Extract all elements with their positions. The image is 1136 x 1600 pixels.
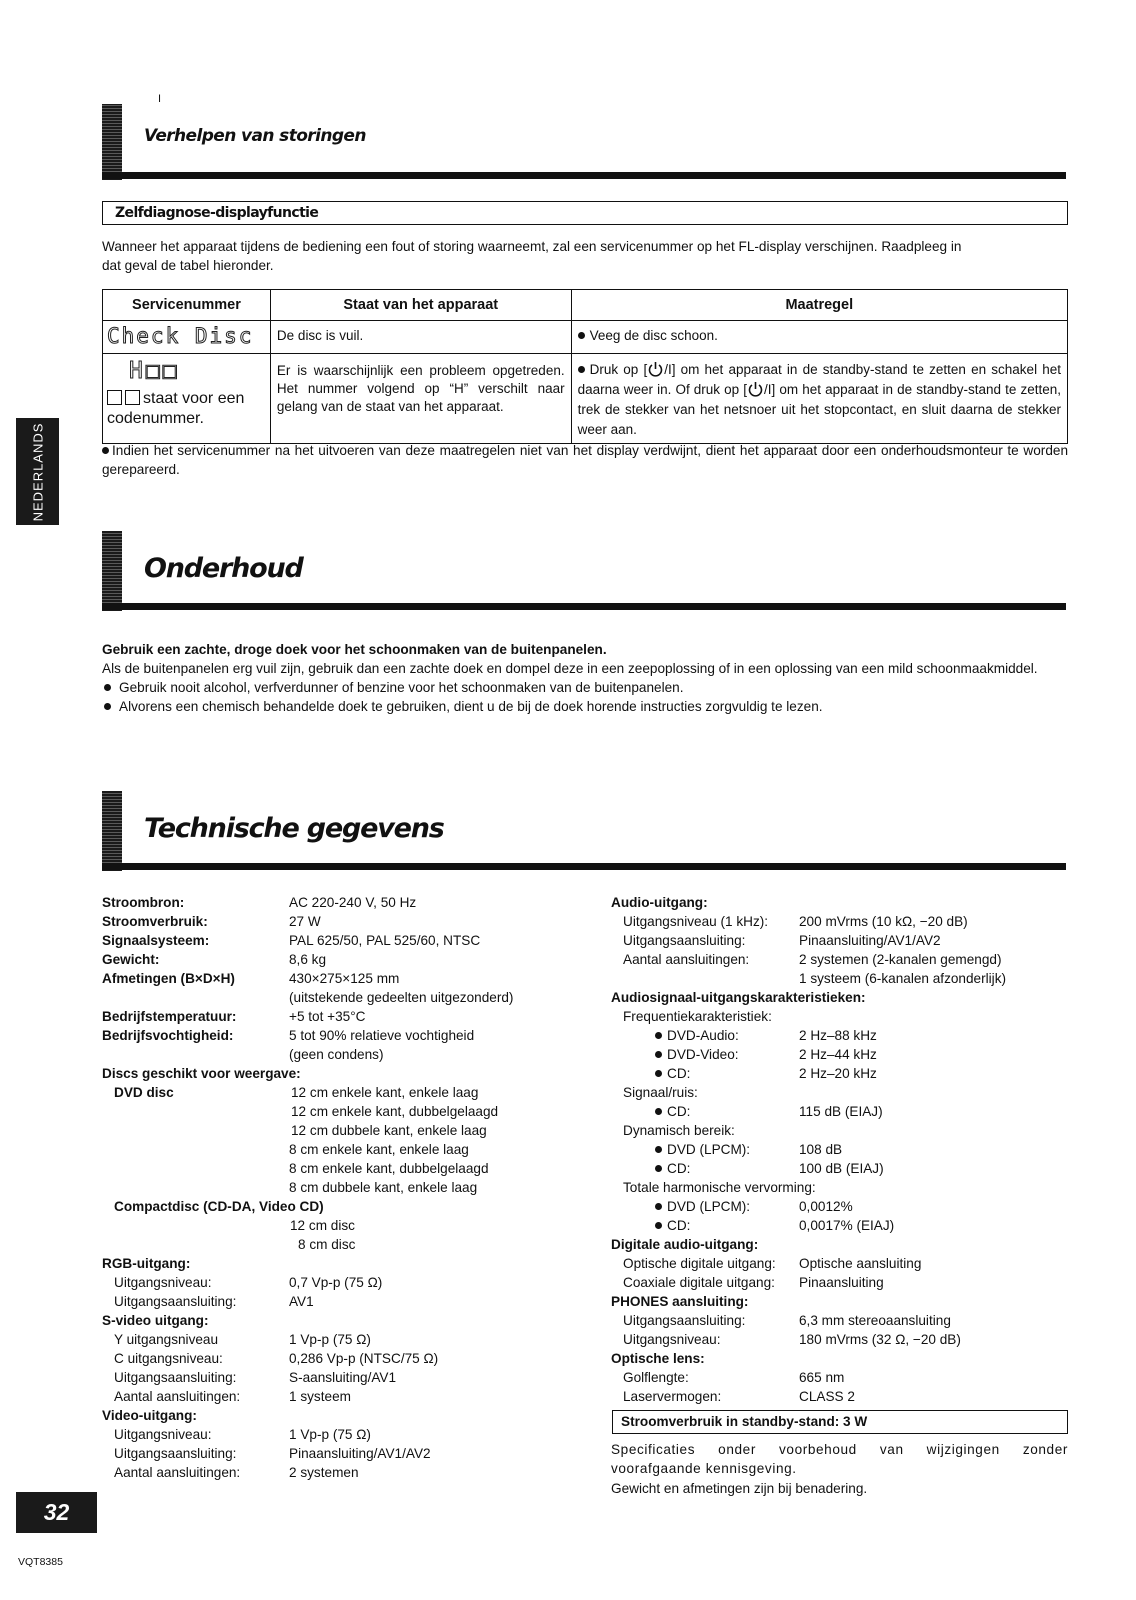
spec-value: +5 tot +35°C [289,1009,366,1024]
spec-value: 108 dB [799,1142,843,1157]
section-rule [102,172,1066,179]
spec-label: Audio-uitgang: [611,895,708,910]
spec-row [102,893,572,912]
spec-label: Laservermogen: [623,1389,722,1404]
service-code-cell [103,354,271,444]
spec-label: Bedrijfstemperatuur: [102,1009,237,1024]
spec-label: Aantal aansluitingen: [623,952,750,967]
standby-box: Stroomverbruik in standby-stand: 3 W [612,1410,1068,1434]
spec-approx-note: Gewicht en afmetingen zijn bij benadering. [611,1481,868,1496]
section-marker [102,531,122,611]
section-rule [102,863,1066,870]
section-title: Technische gegevens [144,813,444,844]
spec-label: Stroomverbruik: [102,914,208,929]
table-header: Maatregel [571,290,1067,321]
spec-row [611,988,1071,1007]
lcd-code-check-disc: Check Disc [107,324,254,348]
spec-row [102,1121,572,1140]
spec-label: Uitgangsaansluiting: [623,1313,746,1328]
action-cell [571,354,1067,444]
spec-row [611,1140,1071,1159]
spec-row [611,1216,1071,1235]
bullet-icon [655,1222,662,1229]
bullet-icon [104,684,111,691]
spec-row [102,1140,572,1159]
spec-value: Optische aansluiting [799,1256,922,1271]
spec-row [102,1273,572,1292]
page-number: 32 [16,1492,97,1533]
section-marker [102,104,122,180]
language-tab-label: NEDERLANDS [30,422,45,521]
onderhoud-bold-line: Gebruik een zachte, droge doek voor het schoonmaken van de buitenpanelen. [102,642,607,657]
table-row [103,354,1068,444]
spec-value: 12 cm dubbele kant, enkele laag [291,1123,487,1138]
spec-label: PHONES aansluiting: [611,1294,749,1309]
spec-row [611,893,1071,912]
spec-label: DVD disc [114,1085,174,1100]
spec-label: Compactdisc (CD-DA, Video CD) [114,1199,324,1214]
spec-row [102,1387,572,1406]
spec-value: (geen condens) [289,1047,384,1062]
box-icon [107,390,122,405]
action-cell [571,321,1067,354]
onderhoud-paragraph: Als de buitenpanelen erg vuil zijn, gebruik dan een zachte doek en dompel deze in een zeepoplossing of in een oplossing van een mild schoonmaakmiddel. [102,661,1038,676]
intro-paragraph: Wanneer het apparaat tijdens de bediening een fout of storing waarneemt, zal een servicenummer op het FL-display verschijnen. Raadpleeg in dat geval de tabel hieronder. [102,239,962,273]
spec-label: Aantal aansluitingen: [114,1465,241,1480]
section-header-onderhoud [102,531,1066,611]
spec-row [611,1083,1071,1102]
spec-row [611,950,1071,969]
spec-row [611,1330,1071,1349]
spec-row [102,1216,572,1235]
spec-label: Coaxiale digitale uitgang: [623,1275,775,1290]
spec-row [611,931,1071,950]
spec-column-left [102,893,572,1482]
lcd-code-h: H□□ [129,358,180,384]
spec-row [611,1349,1071,1368]
spec-row [611,1292,1071,1311]
spec-label: Uitgangsaansluiting: [114,1446,237,1461]
spec-value: S-aansluiting/AV1 [289,1370,397,1385]
spec-row [611,1368,1071,1387]
spec-row [102,969,572,988]
spec-row [102,1159,572,1178]
spec-row [102,1311,572,1330]
section-header-verhelpen [102,104,1066,180]
spec-row [102,1007,572,1026]
spec-value: Pinaansluiting [799,1275,884,1290]
spec-row [611,1254,1071,1273]
spec-value: 1 Vp-p (75 Ω) [289,1332,371,1347]
spec-row [102,1083,572,1102]
spec-row [102,1425,572,1444]
spec-value: 2 Hz–88 kHz [799,1028,877,1043]
bullet-icon [655,1203,662,1210]
spec-row [611,912,1071,931]
spec-row [611,1045,1071,1064]
spec-value: 8 cm disc [298,1237,356,1252]
spec-label: CD: [667,1161,691,1176]
spec-label: Video-uitgang: [102,1408,197,1423]
spec-value: 12 cm disc [290,1218,355,1233]
spec-column-right [611,893,1071,1406]
code-note-text: staat voor een codenummer. [107,390,245,427]
spec-value: 5 tot 90% relatieve vochtigheid [289,1028,475,1043]
spec-row [102,1064,572,1083]
spec-row [102,1235,572,1254]
spec-label: CD: [667,1104,691,1119]
spec-row [102,1045,572,1064]
action-text-c: /I] om het apparaat in de standby-stand te zetten, trek de stekker van het netsnoer uit het stopcontact, en sluit daarna de stekker weer aan. [577,382,1062,437]
bullet-icon [578,332,585,339]
spec-row [102,1406,572,1425]
spec-value: 12 cm enkele kant, enkele laag [291,1085,479,1100]
onderhoud-body [102,640,1068,716]
bullet-icon [655,1165,662,1172]
bullet-icon [104,703,111,710]
code-note [107,389,266,429]
spec-label: CD: [667,1066,691,1081]
spec-label: Audiosignaal-uitgangskarakteristieken: [611,990,866,1005]
bullet-icon [102,447,109,454]
spec-value: PAL 625/50, PAL 525/60, NTSC [289,933,481,948]
spec-value: 8,6 kg [289,952,327,967]
spec-row [611,1197,1071,1216]
spec-row [102,1254,572,1273]
spec-row [102,950,572,969]
spec-disclaimer: Specificaties onder voorbehoud van wijzigingen zonder voorafgaande kennisgeving. [611,1442,1068,1476]
table-header: Servicenummer [103,290,271,321]
section-rule [102,603,1066,610]
table-header: Staat van het apparaat [270,290,571,321]
list-item [102,678,1068,697]
spec-label: CD: [667,1218,691,1233]
spec-row [102,1444,572,1463]
power-icon [748,381,763,397]
spec-row [611,1064,1071,1083]
spec-row [611,1007,1071,1026]
spec-value: 180 mVrms (32 Ω, −20 dB) [799,1332,961,1347]
spec-label: Signaal/ruis: [623,1085,698,1100]
table-header-row [103,290,1068,321]
spec-label: Aantal aansluitingen: [114,1389,241,1404]
state-cell: De disc is vuil. [270,321,571,354]
spec-label: Uitgangsniveau: [114,1275,212,1290]
spec-value: 2 Hz–44 kHz [799,1047,877,1062]
spec-value: 100 dB (EIAJ) [799,1161,884,1176]
spec-label: Signaalsysteem: [102,933,210,948]
service-table [102,289,1068,444]
service-note [102,441,1068,479]
spec-row [611,1311,1071,1330]
spec-row [611,1387,1071,1406]
action-text: Veeg de disc schoon. [589,328,718,343]
spec-row [102,1102,572,1121]
spec-label: Uitgangsaansluiting: [114,1370,237,1385]
spec-value: 1 Vp-p (75 Ω) [289,1427,371,1442]
spec-row [102,988,572,1007]
spec-label: Discs geschikt voor weergave: [102,1066,301,1081]
spec-row [611,1026,1071,1045]
spec-label: Frequentiekarakteristiek: [623,1009,772,1024]
spec-value: Pinaansluiting/AV1/AV2 [799,933,941,948]
spec-label: Totale harmonische vervorming: [623,1180,816,1195]
spec-row [611,1235,1071,1254]
spec-label: C uitgangsniveau: [114,1351,223,1366]
action-text-b: /I] om het apparaat in de standby-stand te zetten en schakel het daarna weer in. Of druk op [ [577,362,1061,397]
spec-label: Uitgangsaansluiting: [623,933,746,948]
spec-value: 2 Hz–20 kHz [799,1066,877,1081]
spec-row [102,1197,572,1216]
spec-label: Uitgangsniveau: [114,1427,212,1442]
spec-value: 8 cm enkele kant, dubbelgelaagd [289,1161,489,1176]
spec-row [102,1178,572,1197]
bullet-icon [655,1146,662,1153]
spec-label: Uitgangsaansluiting: [114,1294,237,1309]
spec-label: DVD (LPCM): [667,1199,751,1214]
spec-label: RGB-uitgang: [102,1256,191,1271]
spec-row [611,1102,1071,1121]
spec-label: Uitgangsniveau: [623,1332,721,1347]
section-title: Onderhoud [144,553,303,584]
spec-label: Dynamisch bereik: [623,1123,735,1138]
state-cell: Er is waarschijnlijk een probleem opgetreden. Het nummer volgend op “H” verschilt naar gelang van de staat van het apparaat. [270,354,571,444]
action-text-a: Druk op [ [589,362,648,377]
spec-value: 200 mVrms (10 kΩ, −20 dB) [799,914,968,929]
spec-label: Afmetingen (B×D×H) [102,971,235,986]
service-code-cell [103,321,271,354]
spec-value: 8 cm enkele kant, enkele laag [289,1142,469,1157]
spec-value: 8 cm dubbele kant, enkele laag [289,1180,478,1195]
spec-label: DVD-Video: [667,1047,739,1062]
spec-value: 12 cm enkele kant, dubbelgelaagd [291,1104,499,1119]
spec-label: Bedrijfsvochtigheid: [102,1028,234,1043]
section-marker [102,791,122,871]
spec-value: Pinaansluiting/AV1/AV2 [289,1446,431,1461]
spec-value: 1 systeem [289,1389,351,1404]
spec-value: 430×275×125 mm [289,971,400,986]
spec-row [102,1349,572,1368]
spec-value: 27 W [289,914,321,929]
bullet-icon [578,366,585,373]
spec-value: 0,7 Vp-p (75 Ω) [289,1275,383,1290]
section-header-technisch [102,791,1066,871]
section-title: Verhelpen van storingen [144,126,366,146]
spec-row [102,912,572,931]
spec-value: CLASS 2 [799,1389,855,1404]
spec-label: Optische digitale uitgang: [623,1256,776,1271]
spec-label: Gewicht: [102,952,160,967]
spec-value: 6,3 mm stereoaansluiting [799,1313,951,1328]
language-tab [16,418,59,525]
spec-value: 1 systeem (6-kanalen afzonderlijk) [799,971,1007,986]
spec-row [611,1159,1071,1178]
spec-value: 2 systemen (2-kanalen gemengd) [799,952,1002,967]
top-mark: I [158,93,162,105]
subsection-heading: Zelfdiagnose-displayfunctie [102,201,1068,225]
spec-row [102,1330,572,1349]
bullet-icon [655,1070,662,1077]
spec-value: 0,286 Vp-p (NTSC/75 Ω) [289,1351,439,1366]
spec-value: AV1 [289,1294,314,1309]
spec-row [102,1292,572,1311]
spec-label: Uitgangsniveau (1 kHz): [623,914,769,929]
spec-label: DVD-Audio: [667,1028,739,1043]
bullet-icon [655,1051,662,1058]
spec-label: S-video uitgang: [102,1313,209,1328]
spec-row [611,1273,1071,1292]
spec-label: Golflengte: [623,1370,689,1385]
spec-label: Y uitgangsniveau [114,1332,219,1347]
bullet-icon [655,1108,662,1115]
spec-value: AC 220-240 V, 50 Hz [289,895,417,910]
model-code: VQT8385 [18,1556,63,1568]
list-item-text: Gebruik nooit alcohol, verfverdunner of benzine voor het schoonmaken van de buitenpanelen. [119,680,684,695]
spec-value: 0,0017% (EIAJ) [799,1218,895,1233]
box-icon [125,390,140,405]
spec-row [611,1178,1071,1197]
bullet-icon [655,1032,662,1039]
table-row [103,321,1068,354]
spec-label: Stroombron: [102,895,185,910]
spec-row [611,969,1071,988]
spec-label: Digitale audio-uitgang: [611,1237,759,1252]
spec-label: Optische lens: [611,1351,705,1366]
spec-row [611,1121,1071,1140]
spec-value: 0,0012% [799,1199,853,1214]
power-icon [648,361,663,377]
list-item [102,697,1068,716]
spec-value: 665 nm [799,1370,845,1385]
spec-label: DVD (LPCM): [667,1142,751,1157]
service-note-text: Indien het servicenummer na het uitvoeren van deze maatregelen niet van het display verdwijnt, dient het apparaat door een onderhoudsmonteur te worden gerepareerd. [102,443,1068,477]
spec-row [102,1368,572,1387]
list-item-text: Alvorens een chemisch behandelde doek te gebruiken, dient u de bij de doek horende instructies zorgvuldig te lezen. [119,699,823,714]
spec-value: (uitstekende gedeelten uitgezonderd) [289,990,514,1005]
spec-row [102,1463,572,1482]
spec-value: 2 systemen [289,1465,359,1480]
spec-row [102,931,572,950]
spec-value: 115 dB (EIAJ) [799,1104,883,1119]
spec-row [102,1026,572,1045]
